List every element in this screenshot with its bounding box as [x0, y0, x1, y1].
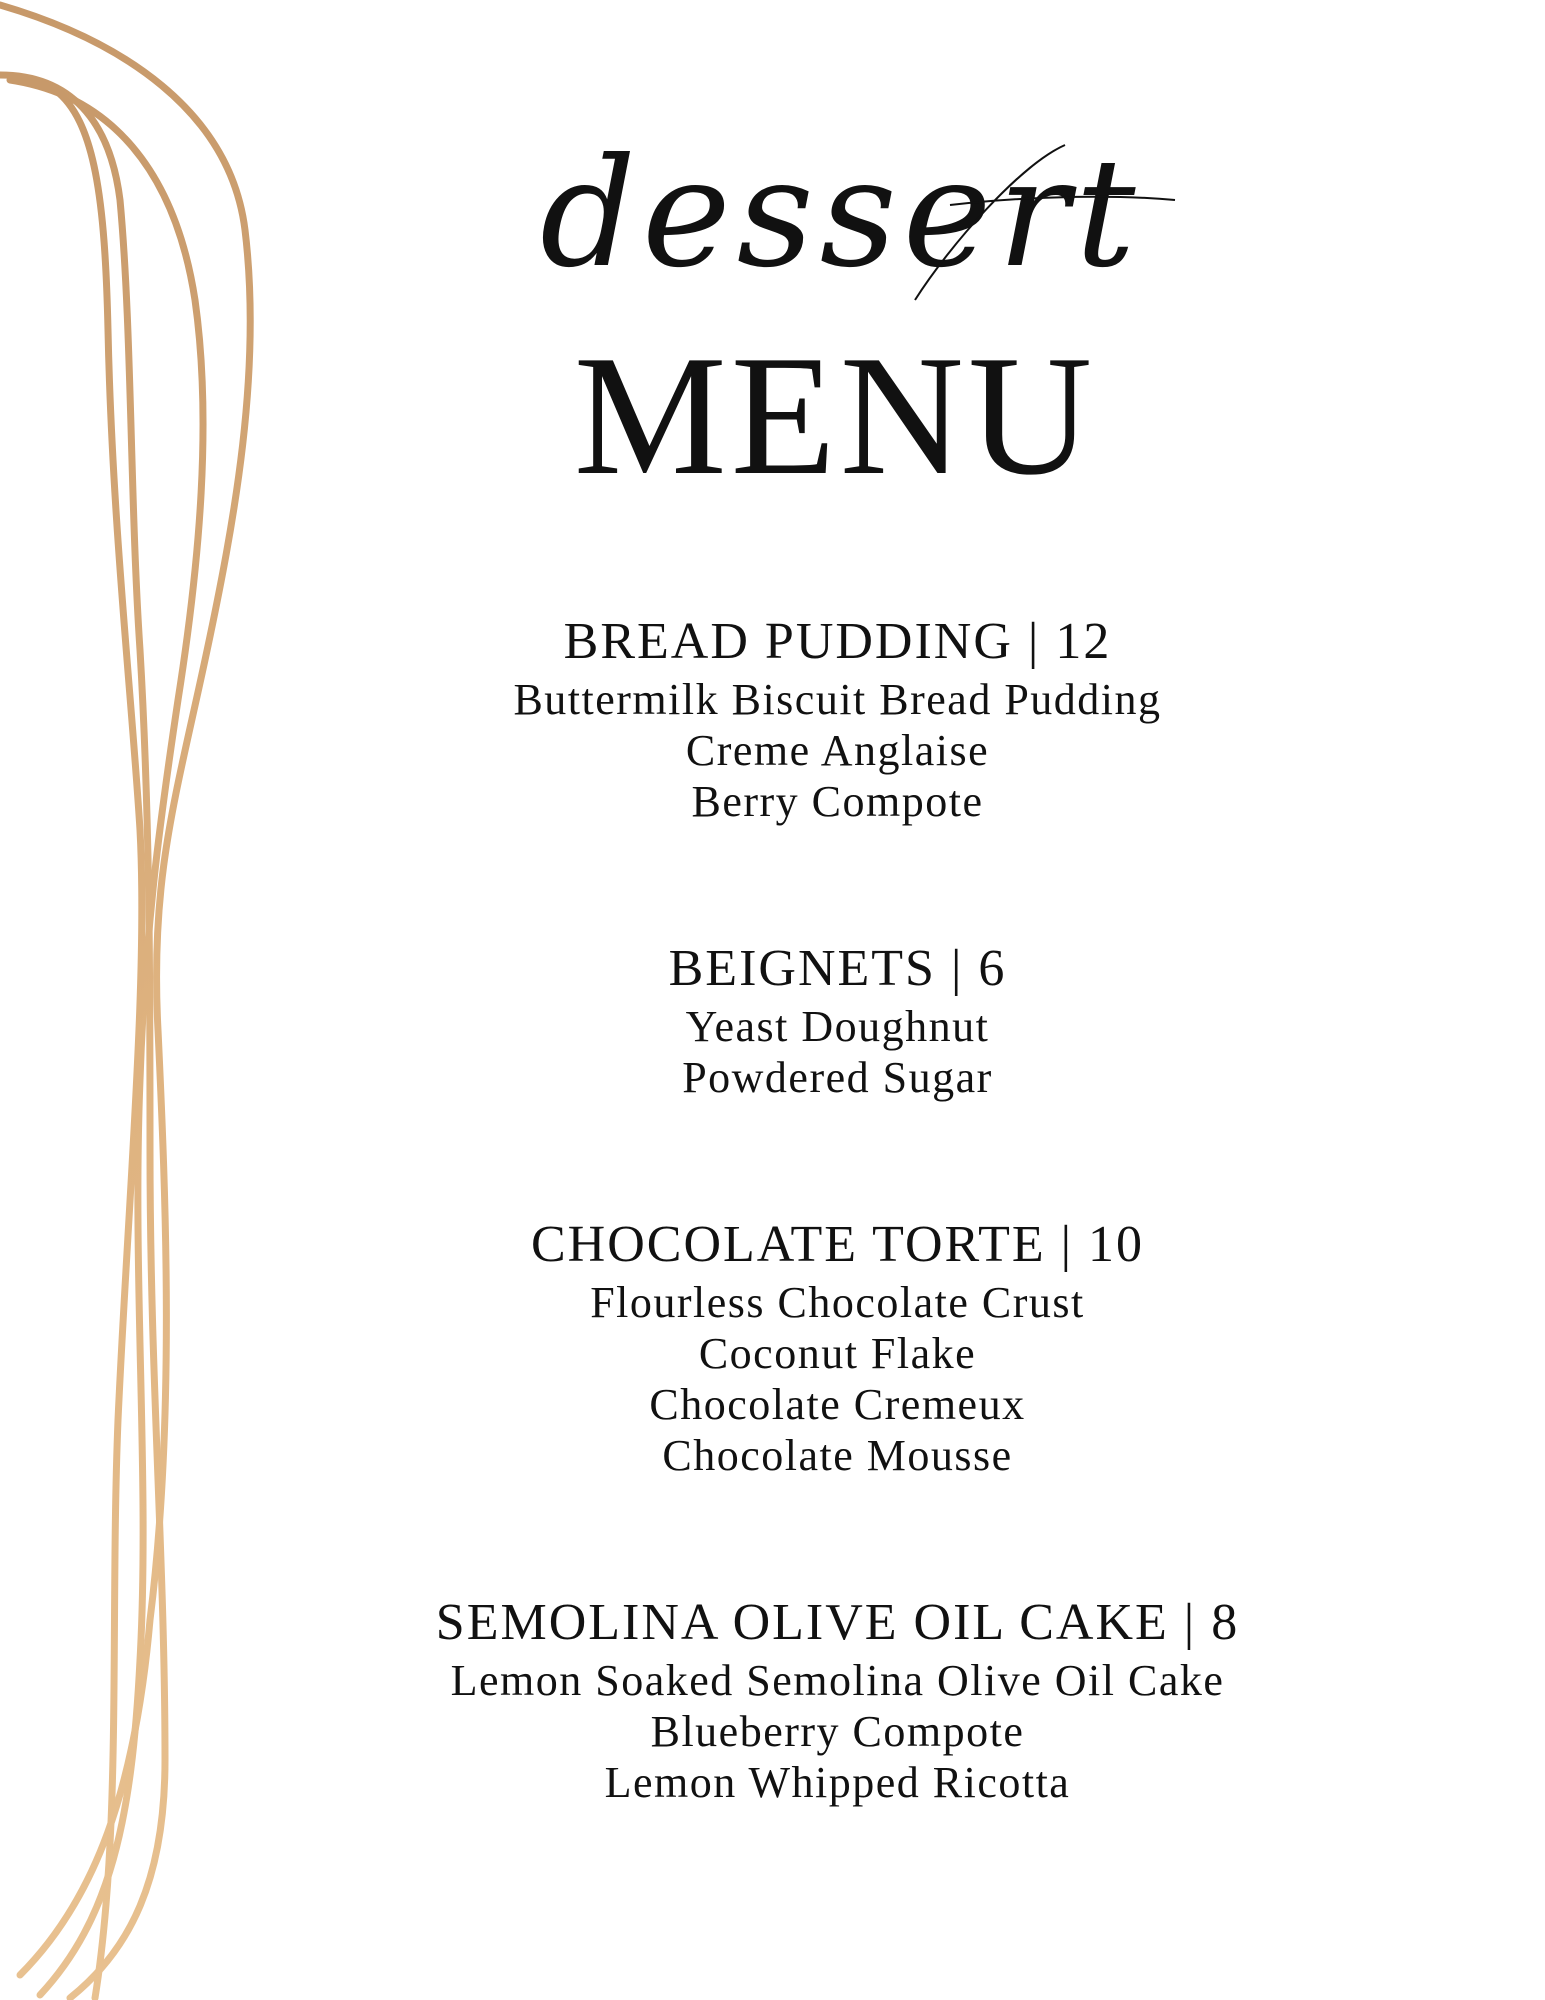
menu-items: [330, 612, 1345, 1920]
item-description-line: Chocolate Cremeux: [649, 1380, 1026, 1429]
item-heading: BREAD PUDDING | 12: [563, 613, 1112, 670]
item-description-line: Chocolate Mousse: [662, 1431, 1013, 1480]
item-description-line: Yeast Doughnut: [685, 1002, 990, 1051]
gold-swirl-decoration: [0, 0, 300, 2000]
item-description-line: Lemon Soaked Semolina Olive Oil Cake: [450, 1656, 1225, 1705]
item-description-line: Creme Anglaise: [685, 726, 990, 775]
item-description-line: Blueberry Compote: [650, 1707, 1025, 1756]
item-description-line: Flourless Chocolate Crust: [590, 1278, 1085, 1327]
item-description-line: Buttermilk Biscuit Bread Pudding: [513, 675, 1162, 724]
item-heading: CHOCOLATE TORTE | 10: [530, 1216, 1145, 1273]
item-description-line: Lemon Whipped Ricotta: [604, 1758, 1071, 1807]
item-description-line: Powdered Sugar: [682, 1053, 993, 1102]
menu-item: [330, 612, 1345, 827]
menu-item: [330, 939, 1345, 1103]
item-heading: BEIGNETS | 6: [668, 940, 1007, 997]
item-description-line: Berry Compote: [691, 777, 984, 826]
menu-title: MENU: [573, 321, 1097, 511]
menu-item: [330, 1215, 1345, 1481]
menu-item: [330, 1593, 1345, 1808]
item-description-line: Coconut Flake: [698, 1329, 977, 1378]
script-title-word: dessert: [540, 127, 1142, 301]
item-heading: SEMOLINA OLIVE OIL CAKE | 8: [435, 1594, 1240, 1651]
